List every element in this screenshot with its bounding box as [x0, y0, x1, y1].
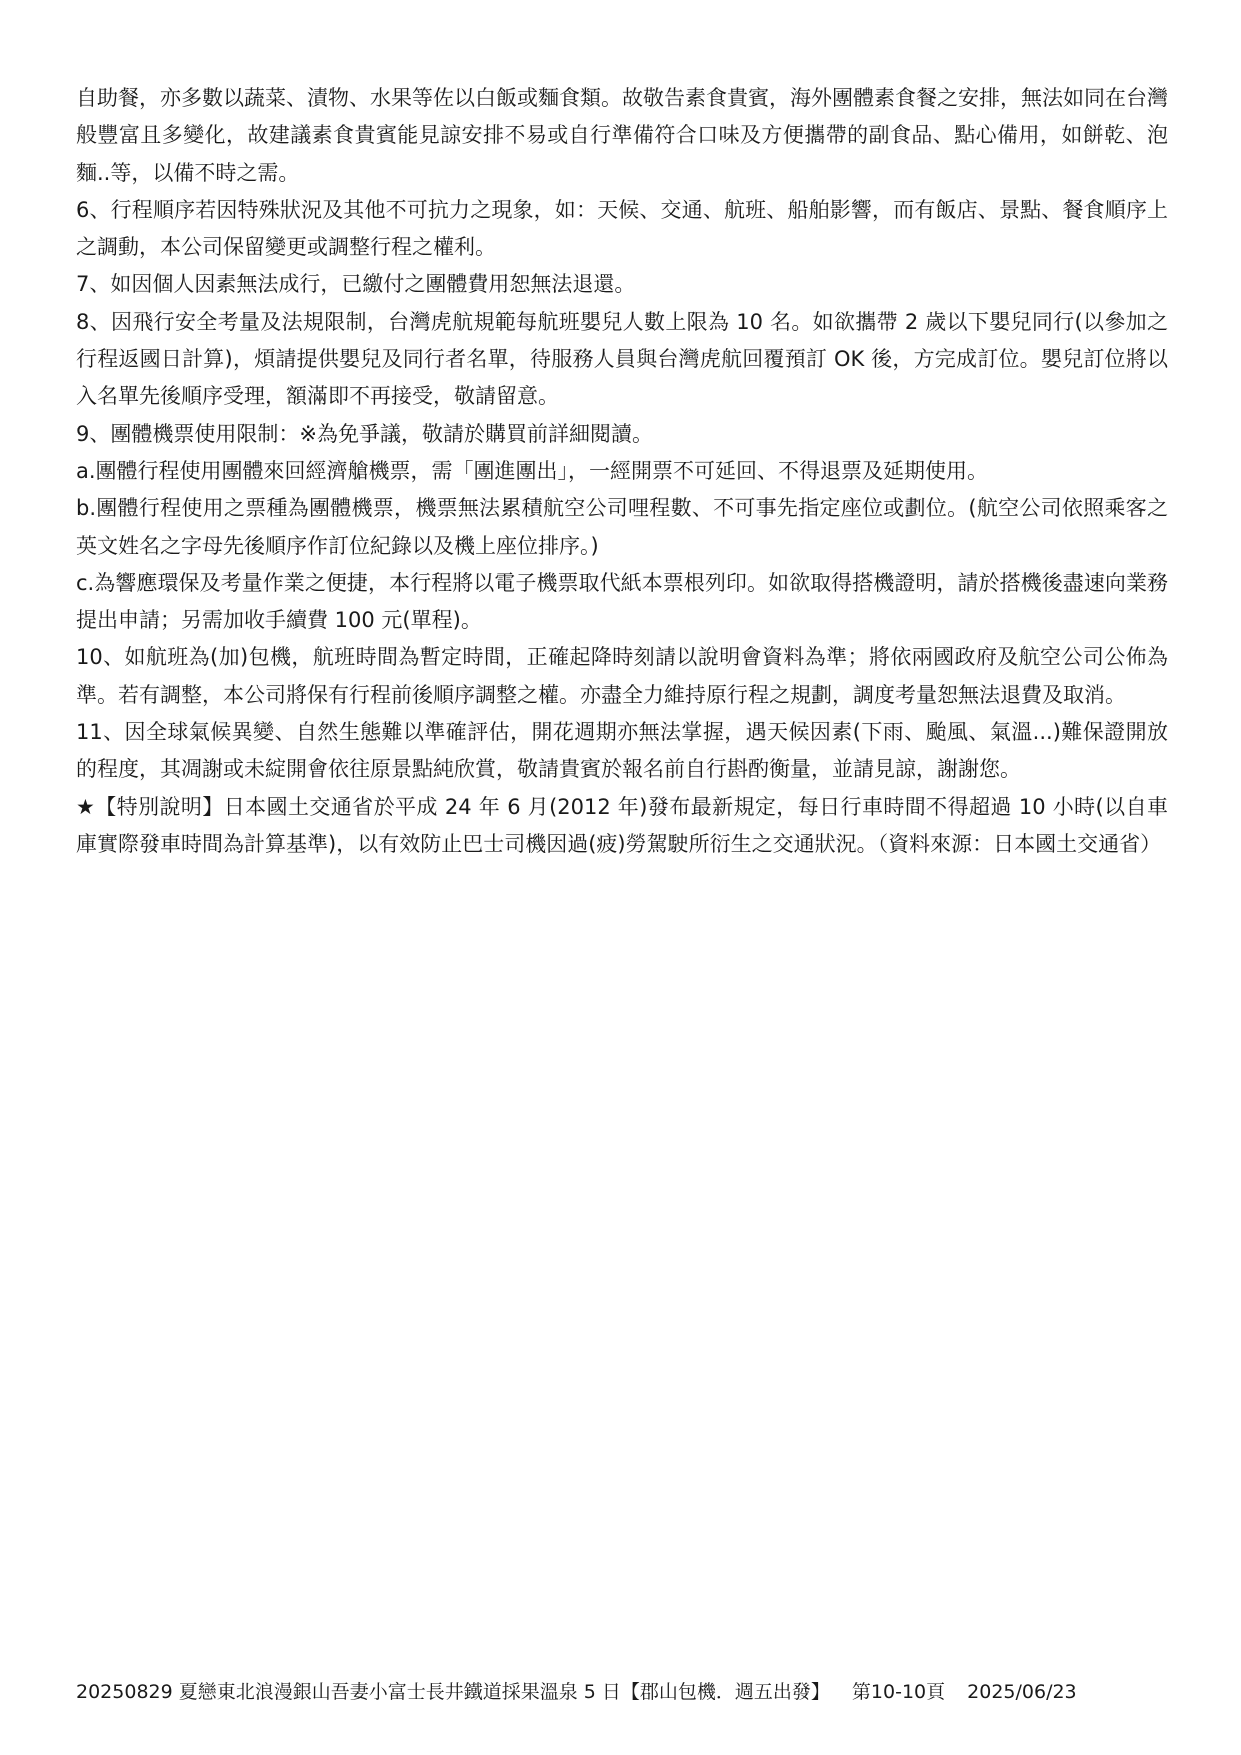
- footer-title: 20250829 夏戀東北浪漫銀山吾妻小富士長井鐵道採果溫泉 5 日【郡山包機．週五出發】: [76, 1681, 830, 1703]
- document-body: [76, 80, 1168, 863]
- paragraph-item-9b: b.團體行程使用之票種為團體機票，機票無法累積航空公司哩程數、不可事先指定座位或劃位。(航空公司依照乘客之英文姓名之字母先後順序作訂位紀錄以及機上座位排序。): [76, 496, 1168, 558]
- paragraph-item-9c: c.為響應環保及考量作業之便捷，本行程將以電子機票取代紙本票根列印。如欲取得搭機證明，請於搭機後盡速向業務提出申請；另需加收手續費 100 元(單程)。: [76, 570, 1168, 633]
- paragraph-item-6-itinerary-changes: 6、行程順序若因特殊狀況及其他不可抗力之現象，如：天候、交通、航班、船舶影響，而有飯店、景點、餐食順序上之調動，本公司保留變更或調整行程之權利。: [76, 197, 1168, 260]
- paragraph-item-10-charter-flight: 10、如航班為(加)包機，航班時間為暫定時間，正確起降時刻請以說明會資料為準；將依兩國政府及航空公司公佈為準。若有調整，本公司將保有行程前後順序調整之權。亦盡全力維持原行程之規劃，調度考量恕無法退費及取消。: [76, 645, 1168, 707]
- page-footer: [76, 1680, 1176, 1704]
- paragraph-item-11-climate: 11、因全球氣候異變、自然生態難以準確評估，開花週期亦無法掌握，遇天候因素(下雨、颱風、氣溫...)難保證開放的程度，其凋謝或未綻開會依往原景點純欣賞，敬請貴賓於報名前自行斟酌衡量，並請見諒，謝謝您。: [76, 720, 1168, 782]
- footer-date: 2025/06/23: [967, 1681, 1077, 1703]
- footer-page-number: 第10-10頁: [851, 1681, 946, 1703]
- paragraph-vegetarian-meals: 自助餐，亦多數以蔬菜、漬物、水果等佐以白飯或麵食類。故敬告素食貴賓，海外團體素食餐之安排，無法如同在台灣般豐富且多變化，故建議素食貴賓能見諒安排不易或自行準備符合口味及方便攜帶的副食品、點心備用，如餅乾、泡麵..等，以備不時之需。: [76, 86, 1168, 185]
- paragraph-special-note: ★【特別說明】日本國土交通省於平成 24 年 6 月(2012 年)發布最新規定，每日行車時間不得超過 10 小時(以自車庫實際發車時間為計算基準)，以有效防止巴士司機因過(疲)勞駕駛所衍生之交通狀況。（資料來源：日本國土交通省）: [76, 794, 1168, 856]
- paragraph-item-9a: a.團體行程使用團體來回經濟艙機票，需「團進團出」，一經開票不可延回、不得退票及延期使用。: [76, 458, 989, 483]
- paragraph-item-9-ticket-restrictions: 9、團體機票使用限制：※為免爭議，敬請於購買前詳細閱讀。: [76, 421, 653, 446]
- paragraph-item-8-infant-limit: 8、因飛行安全考量及法規限制，台灣虎航規範每航班嬰兒人數上限為 10 名。如欲攜帶 2 歲以下嬰兒同行(以參加之行程返國日計算)，煩請提供嬰兒及同行者名單，待服務人員與台灣虎航回覆預訂 OK 後，方完成訂位。嬰兒訂位將以入名單先後順序受理，額滿即不再接受，敬請留意。: [76, 309, 1168, 409]
- paragraph-item-7-no-refund: 7、如因個人因素無法成行，已繳付之團體費用恕無法退還。: [76, 272, 636, 297]
